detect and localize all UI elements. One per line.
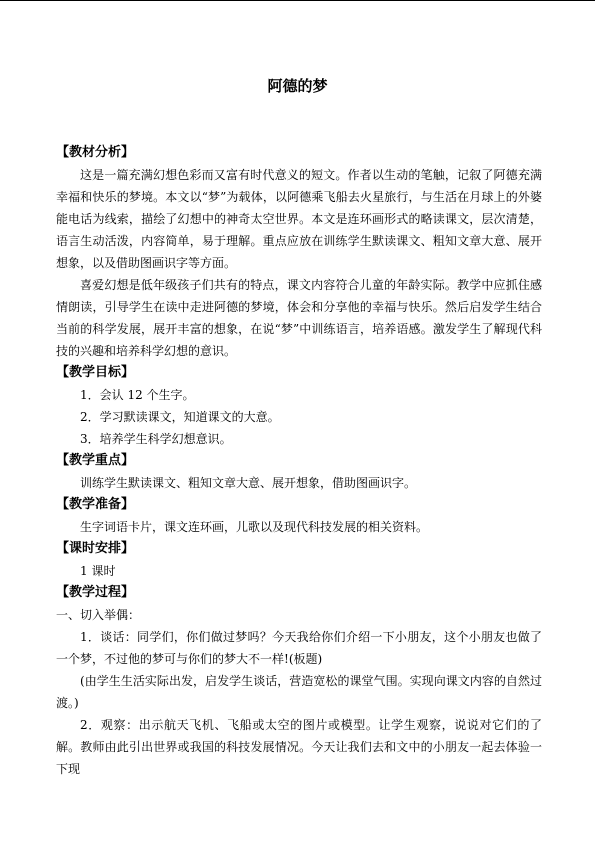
heading-process: 【教学过程】 [56, 585, 135, 600]
top-rule [0, 0, 595, 1]
page-title: 阿德的梦 [267, 77, 328, 95]
goal-item-1: 1．会认 12 个生字。 [80, 388, 195, 402]
heading-goals: 【教学目标】 [56, 365, 135, 380]
analysis-paragraph-2: 喜爱幻想是低年级孩子们共有的特点，课文内容符合儿童的年龄实际。教学中应抓住感情朗读，引导学生在读中走进阿德的梦境，体会和分享他的幸福与快乐。然后启发学生结合当前的科学发展，展开丰富的想象，在说“梦”中训练语言，培养语感。激发学生了解现代科技的兴趣和培养科学幻想的意识。 [56, 278, 542, 358]
heading-schedule: 【课时安排】 [56, 541, 135, 556]
document-body [56, 142, 542, 780]
heading-analysis: 【教材分析】 [56, 145, 135, 160]
heading-focus: 【教学重点】 [56, 453, 135, 468]
schedule-text: 1 课时 [80, 564, 116, 578]
process-subheading-1: 一、切入举偶： [56, 608, 141, 622]
prep-text: 生字词语卡片，课文连环画，儿歌以及现代科技发展的相关资料。 [80, 520, 429, 534]
process-paragraph-1: 1．谈话：同学们，你们做过梦吗？今天我给你们介绍一下小朋友，这个小朋友也做了一个梦，不过他的梦可与你们的梦大不一样!(板题) [56, 630, 542, 666]
goal-item-3: 3．培养学生科学幻想意识。 [80, 432, 232, 446]
focus-text: 训练学生默读课文、粗知文章大意、展开想象，借助图画识字。 [80, 476, 417, 490]
process-paragraph-3: 2．观察：出示航天飞机、飞船或太空的图片或模型。让学生观察，说说对它们的了解。教师由此引出世界或我国的科技发展情况。今天让我们去和文中的小朋友一起去体验一下现 [56, 718, 542, 776]
process-paragraph-2: (由学生生活实际出发，启发学生谈话，营造宽松的课堂气围。实现向课文内容的自然过渡。) [56, 674, 542, 710]
goal-item-2: 2．学习默读课文，知道课文的大意。 [80, 410, 280, 424]
heading-prep: 【教学准备】 [56, 497, 135, 512]
analysis-paragraph-1: 这是一篇充满幻想色彩而又富有时代意义的短文。作者以生动的笔触，记叙了阿德充满幸福和快乐的梦境。本文以“梦”为载体，以阿德乘飞船去火星旅行，与生活在月球上的外婆能电话为线索，描绘了幻想中的神奇太空世界。本文是连环画形式的略读课文，层次清楚，语言生动活泼，内容简单，易于理解。重点应放在训练学生默读课文、粗知文章大意、展开想象，以及借助图画识字等方面。 [56, 168, 542, 270]
